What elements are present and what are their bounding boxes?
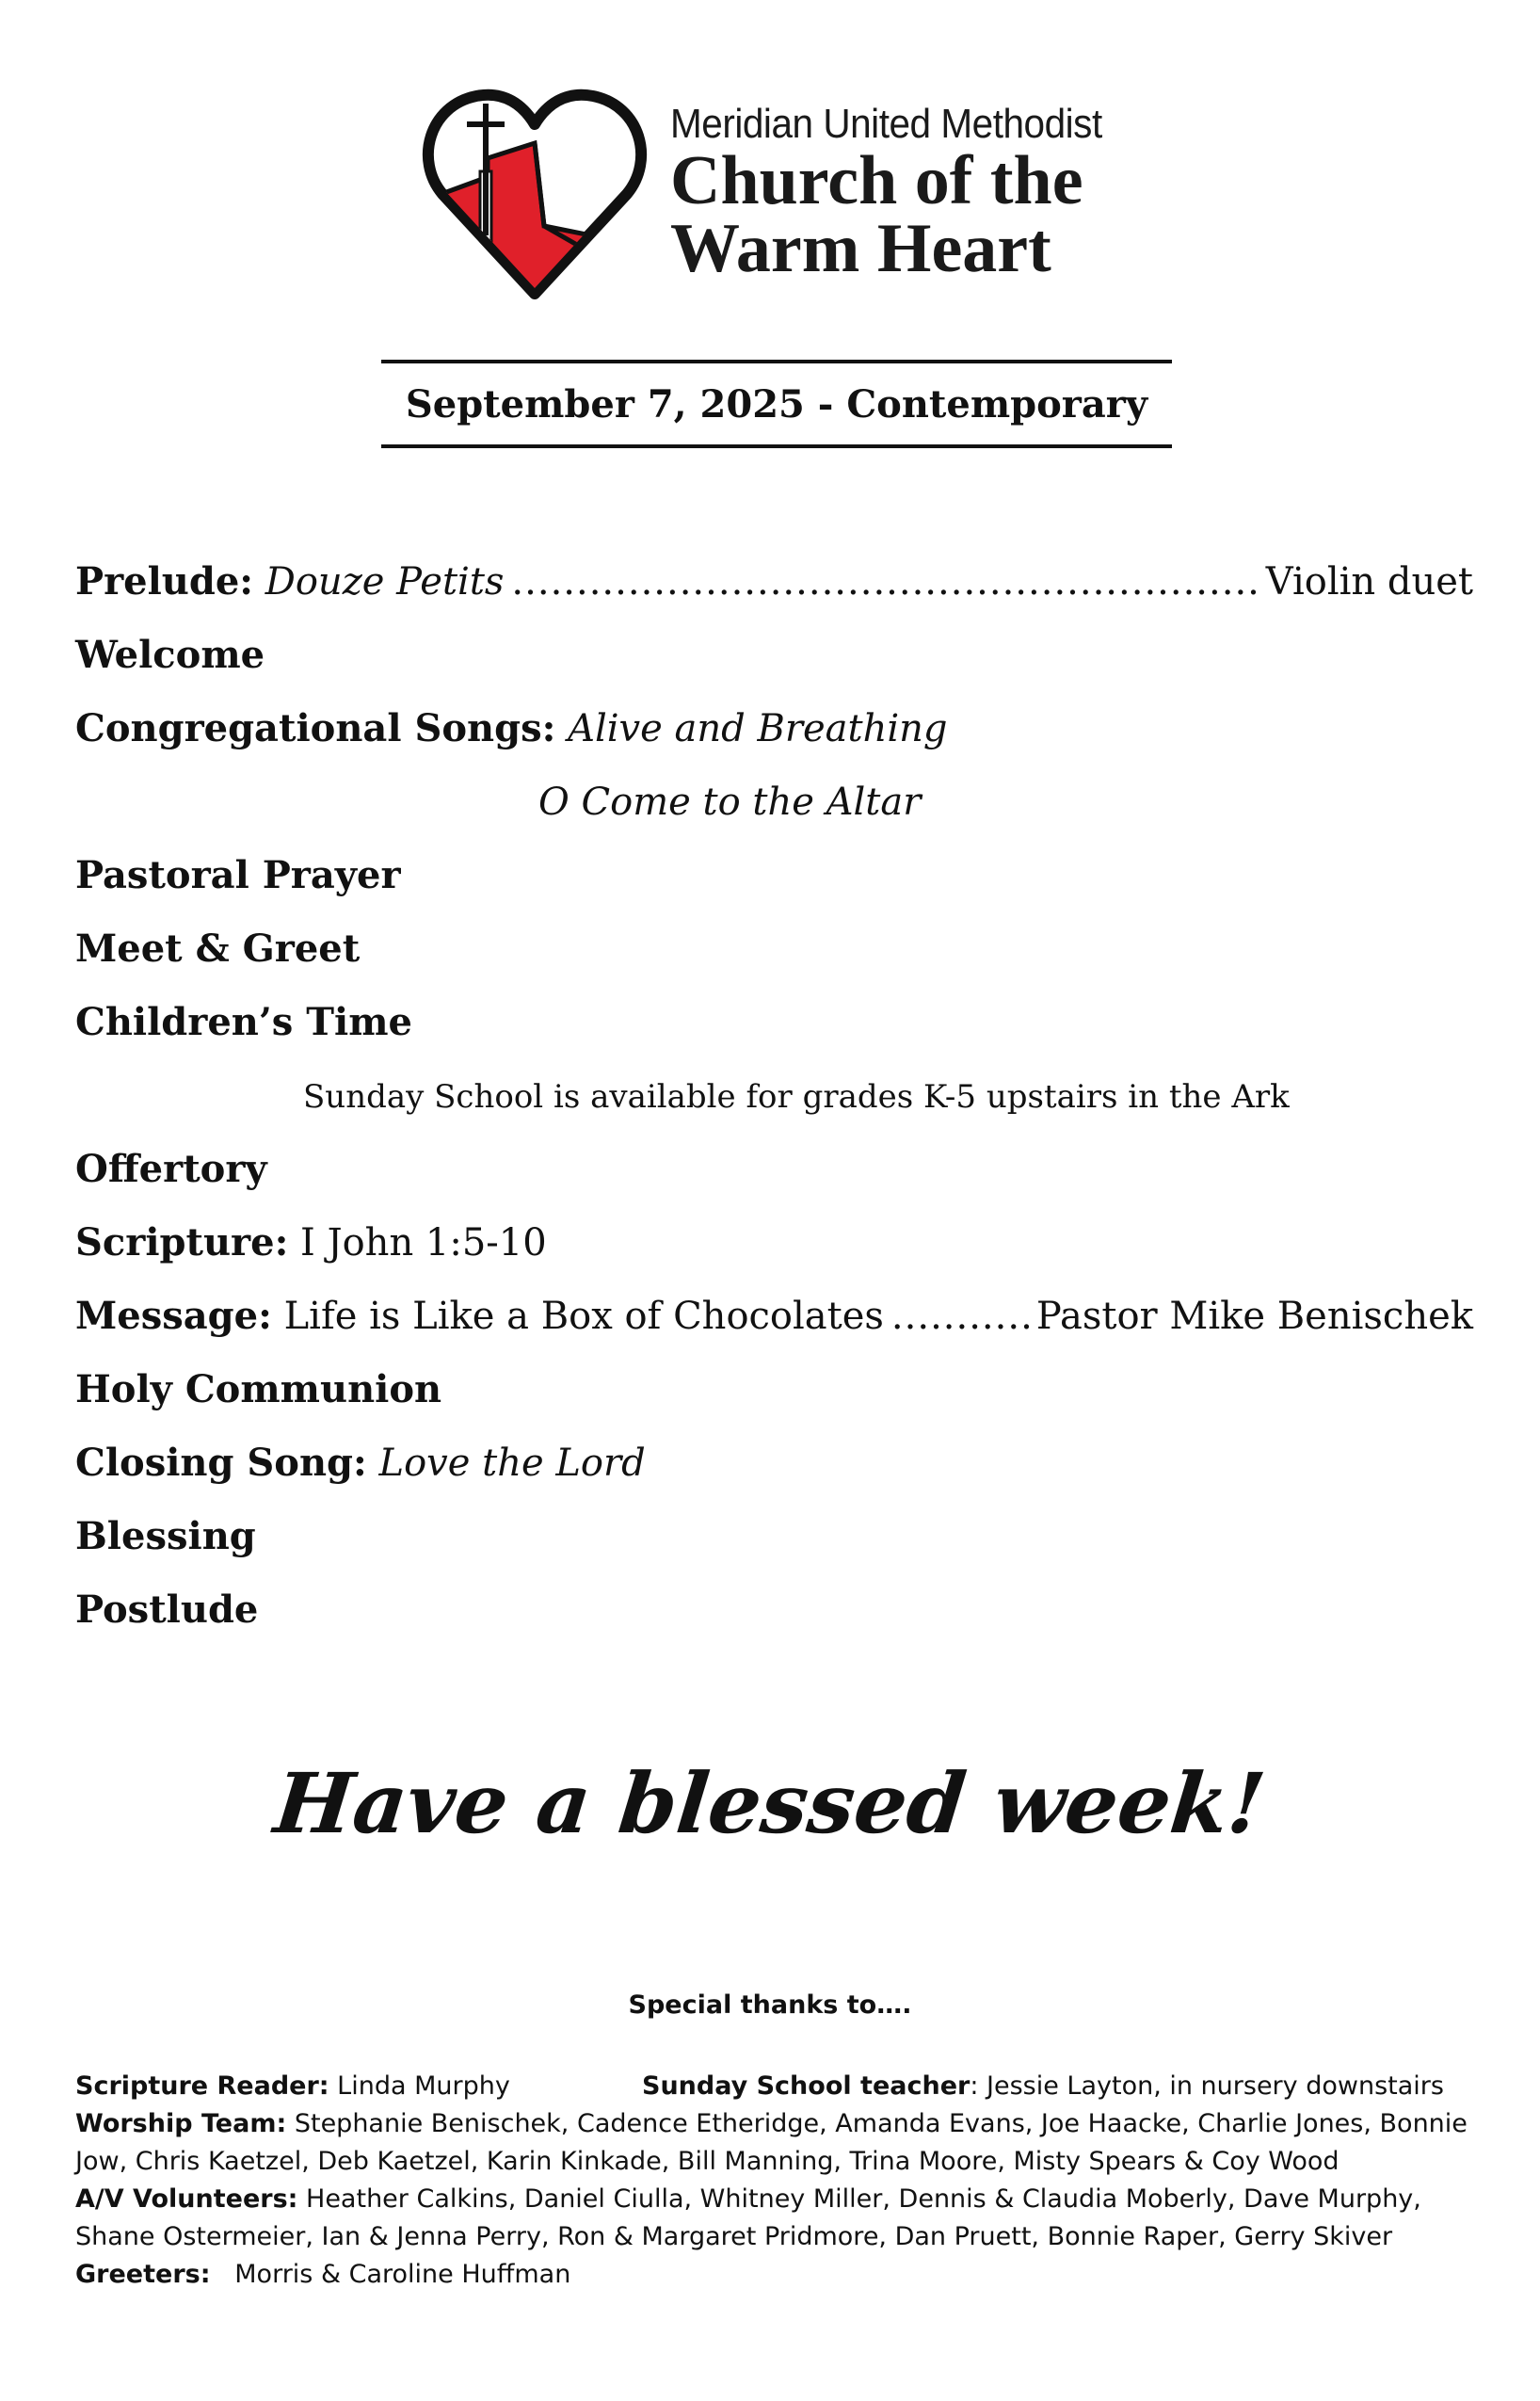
song-2: O Come to the Altar <box>538 781 922 824</box>
church-heart-logo-icon <box>422 85 648 301</box>
date-rule-bottom <box>381 444 1172 448</box>
leader-dots <box>511 556 1258 608</box>
scripture-ref: I John 1:5-10 <box>300 1221 547 1265</box>
pastoral-prayer-label: Pastoral Prayer <box>75 853 401 897</box>
sunday-school-note: Sunday School is available for grades K-5 upstairs in the Ark <box>303 1078 1290 1116</box>
prelude-performer: Violin duet <box>1265 560 1473 604</box>
prelude-row <box>75 556 1473 608</box>
message-label: Message: <box>75 1294 272 1338</box>
scripture-reader-label: Scripture Reader: <box>75 2071 329 2101</box>
message-row <box>75 1290 1473 1343</box>
postlude-row <box>75 1584 258 1636</box>
sunday-teacher-line <box>642 2068 1444 2105</box>
av-volunteers-label: A/V Volunteers: <box>75 2184 298 2214</box>
special-thanks-title: Special thanks to…. <box>628 1990 912 2020</box>
org-line-2: Church of the <box>670 142 1083 219</box>
holy-communion-label: Holy Communion <box>75 1367 442 1411</box>
worship-team-names-1: Stephanie Benischek, Cadence Etheridge, Amanda Evans, Joe Haacke, Charlie Jones, Bonnie <box>286 2109 1468 2138</box>
songs-row <box>75 702 948 755</box>
prelude-title: Douze Petits <box>265 560 505 604</box>
prelude-label: Prelude: <box>75 559 254 604</box>
message-speaker: Pastor Mike Benischek <box>1035 1295 1473 1338</box>
av-volunteers-names-1: Heather Calkins, Daniel Ciulla, Whitney Miller, Dennis & Claudia Moberly, Dave Murphy, <box>297 2184 1421 2214</box>
scripture-reader-name: Linda Murphy <box>329 2071 510 2101</box>
closing-title: Love the Lord <box>378 1442 646 1485</box>
offertory-label: Offertory <box>75 1147 267 1191</box>
av-volunteers-line-1 <box>75 2181 1421 2218</box>
blessing-row <box>75 1510 256 1563</box>
date-rule-top <box>381 360 1172 363</box>
pastoral-prayer-row <box>75 849 401 902</box>
scripture-reader-line <box>75 2068 510 2105</box>
welcome-row <box>75 629 265 682</box>
song-1: Alive and Breathing <box>568 707 948 750</box>
greeters-names: Morris & Caroline Huffman <box>210 2260 571 2289</box>
worship-team-label: Worship Team: <box>75 2109 287 2138</box>
blessing-label: Blessing <box>75 1514 256 1558</box>
worship-team-line-1 <box>75 2105 1468 2143</box>
service-date-title: September 7, 2025 - Contemporary <box>405 382 1148 427</box>
greeters-line <box>75 2256 570 2294</box>
message-title: Life is Like a Box of Chocolates <box>283 1295 884 1338</box>
closing-song-row <box>75 1437 646 1490</box>
org-line-3: Warm Heart <box>670 210 1051 287</box>
closing-message: Have a blessed week! <box>269 1754 1271 1852</box>
holy-communion-row <box>75 1363 441 1416</box>
scripture-label: Scripture: <box>75 1220 289 1265</box>
postlude-label: Postlude <box>75 1587 259 1632</box>
worship-team-line-2: Jow, Chris Kaetzel, Deb Kaetzel, Karin Kinkade, Bill Manning, Trina Moore, Misty Spears & Coy Wood <box>75 2147 1339 2176</box>
childrens-time-label: Children’s Time <box>75 1000 412 1044</box>
welcome-label: Welcome <box>75 633 265 677</box>
av-volunteers-line-2: Shane Ostermeier, Ian & Jenna Perry, Ron & Margaret Pridmore, Dan Pruett, Bonnie Raper, Gerry Skiver <box>75 2222 1393 2251</box>
scripture-row <box>75 1217 547 1269</box>
childrens-time-row <box>75 996 412 1049</box>
meet-greet-row <box>75 923 360 975</box>
sunday-teacher-name: : Jessie Layton, in nursery downstairs <box>970 2071 1444 2101</box>
leader-dots <box>891 1290 1029 1343</box>
church-name <box>670 101 1140 287</box>
songs-label: Congregational Songs: <box>75 706 556 750</box>
sunday-teacher-label: Sunday School teacher <box>642 2071 971 2101</box>
greeters-label: Greeters: <box>75 2260 211 2289</box>
org-line-1: Meridian United Methodist <box>670 101 1102 147</box>
offertory-row <box>75 1143 267 1196</box>
meet-greet-label: Meet & Greet <box>75 927 361 971</box>
closing-label: Closing Song: <box>75 1441 367 1485</box>
